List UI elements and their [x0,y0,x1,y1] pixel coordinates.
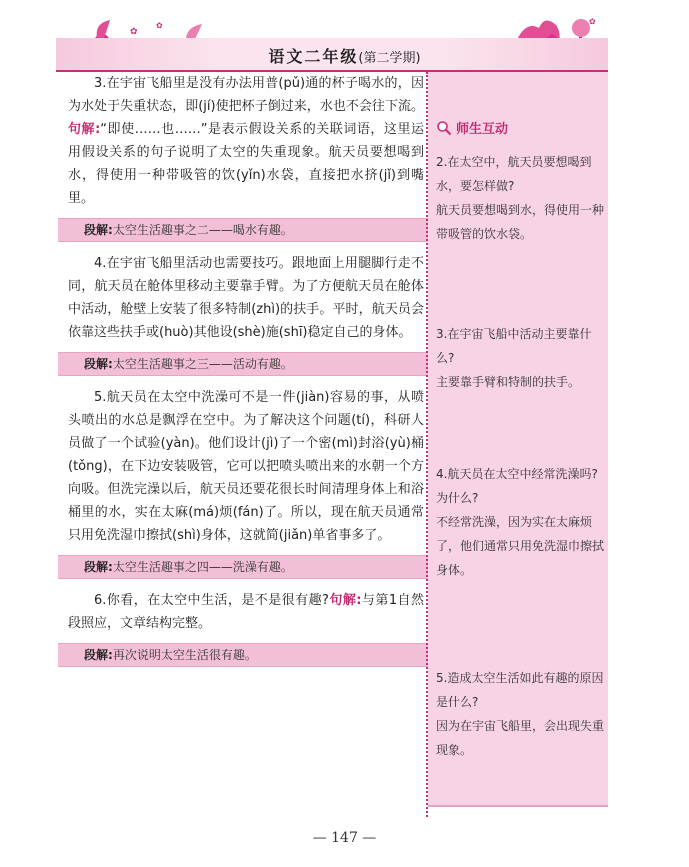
paragraph-3 [68,72,424,210]
summary-text: 再次说明太空生活很有趣。 [112,648,257,662]
summary-text: 太空生活趣事之三——活动有趣。 [112,357,293,371]
book-subtitle: (第二学期) [358,51,421,66]
paragraph-summary-bar [58,643,434,667]
paragraph-summary-bar [58,555,434,579]
paragraph-6-text: 6.你看，在太空中生活，是不是很有趣? [94,593,329,608]
summary-text: 太空生活趣事之四——洗澡有趣。 [112,560,293,574]
svg-text:✿: ✿ [156,21,163,30]
paragraph-summary-bar [58,218,434,242]
qa-item [436,666,606,762]
sidebar-heading [436,118,508,137]
svg-text:✿: ✿ [589,17,596,26]
paragraph-4: 4.在宇宙飞船里活动也需要技巧。跟地面上用腿脚行走不同，航天员在舱体里移动主要靠手臂。为了方便航天员在舱体中活动，舱壁上安装了很多特制(zhì)的扶手。平时，航天员会依靠这些扶手或(huò)其他设(shè)施(shī)稳定自己的身体。 [68,256,424,340]
paragraph-summary-bar [58,352,434,376]
teacher-student-sidebar [428,72,608,807]
paragraph-5: 5.航天员在太空中洗澡可不是一件(jiàn)容易的事，从喷头喷出的水总是飘浮在空中。为了解决这个问题(tí)，科研人员做了一个试验(yàn)。他们设计(jì)了一个密(mì)封浴(yù)桶(tǒng)，在下边安装吸管，它可以把喷头喷出来的水朝一个方向吸。但洗完澡以后，航天员还要花很长时间清理身体上和浴桶里的水，实在太麻(má)烦(fán)了。所以，现在航天员通常只用免洗湿巾擦拭(shì)身体，这就简(jiǎn)单省事多了。 [68,390,424,543]
header-title [0,44,689,67]
sentence-note-text: “即使……也……”是表示假设关系的关联词语，这里运用假设关系的句子说明了太空的失重现象。航天员要想喝到水，得使用一种带吸管的饮(yǐn)水袋，直接把水挤(jǐ)到嘴里。 [68,122,424,206]
qa-question: 4.航天员在太空中经常洗澡吗? 为什么? [436,467,598,505]
summary-label: 段解: [84,223,113,237]
summary-label: 段解: [84,357,113,371]
qa-question: 2.在太空中，航天员要想喝到水，要怎样做? [436,155,592,193]
qa-answer: 不经常洗澡，因为实在太麻烦了，他们通常只用免洗湿巾擦拭身体。 [436,515,605,577]
summary-text: 太空生活趣事之二——喝水有趣。 [112,223,293,237]
magnifier-icon [436,120,452,136]
summary-label: 段解: [84,560,113,574]
main-text-column [68,72,424,677]
sentence-note-label: 句解: [328,593,362,608]
book-title: 语文二年级 [268,47,359,66]
page-number: — 147 — [312,830,377,846]
qa-answer: 因为在宇宙飞船里，会出现失重现象。 [436,719,605,757]
paragraph-3-text: 3.在宇宙飞船里是没有办法用普(pǔ)通的杯子喝水的，因为水处于失重状态，即(jí)使把杯子倒过来，水也不会往下流。 [68,76,424,114]
qa-item [436,462,606,582]
qa-item [436,150,606,246]
qa-item [436,322,606,394]
sentence-note-text: 与第1自然段照应，文章结构完整。 [68,593,424,631]
summary-label: 段解: [84,648,113,662]
svg-text:✿: ✿ [130,27,138,37]
sentence-note-label: 句解: [68,122,101,137]
paragraph-6 [68,589,424,635]
qa-answer: 航天员要想喝到水，得使用一种带吸管的饮水袋。 [436,203,605,241]
qa-answer: 主要靠手臂和特制的扶手。 [436,375,581,389]
qa-question: 5.造成太空生活如此有趣的原因是什么? [436,671,604,709]
qa-question: 3.在宇宙飞船中活动主要靠什么? [436,327,592,365]
sidebar-heading-text: 师生互动 [456,122,509,137]
